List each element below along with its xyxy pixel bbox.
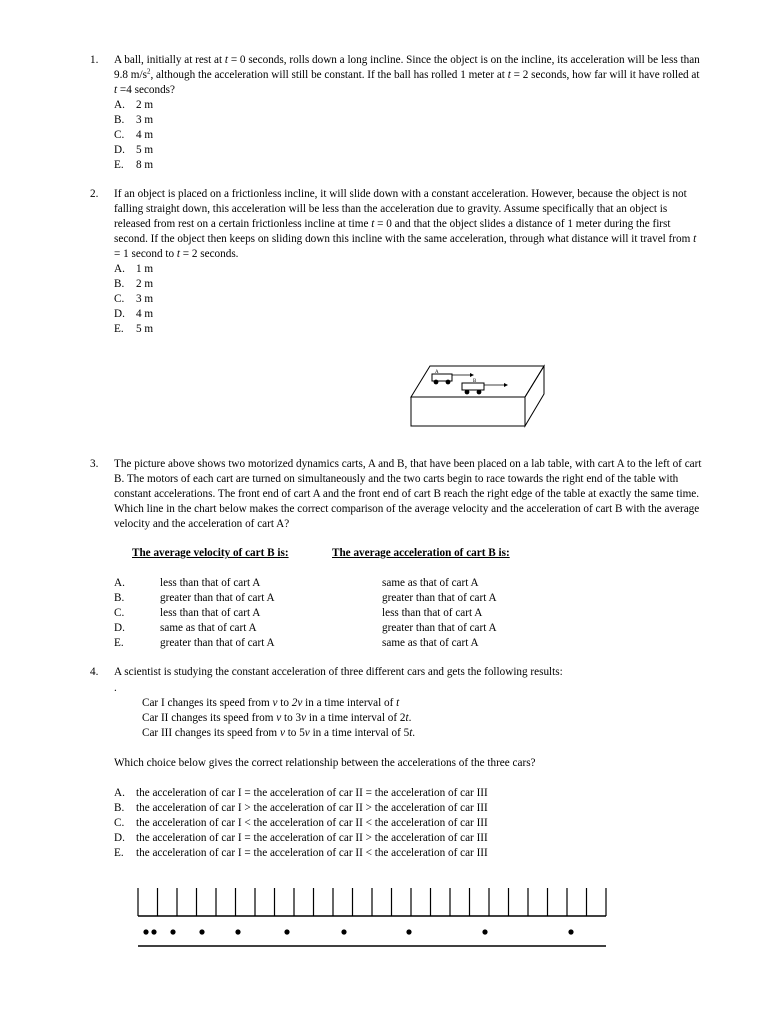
lab-table-carts-figure [408, 364, 548, 428]
cart-a [432, 370, 474, 384]
motion-dot [199, 929, 204, 934]
answer-option[interactable]: A. 1 m [114, 263, 154, 275]
comparison-row[interactable]: D. same as that of cart A greater than that of cart A [114, 622, 497, 634]
comparison-row[interactable]: B. greater than that of cart A greater than that of cart A [114, 592, 497, 604]
comparison-row[interactable]: C. less than that of cart A less than that of cart A [114, 607, 483, 619]
answer-option[interactable]: A. the acceleration of car I = the acceleration of car II = the acceleration of car III [114, 787, 488, 799]
table-front [411, 397, 525, 426]
question-text: The picture above shows two motorized dynamics carts, A and B, that have been placed on a lab table, with cart A to the left of cart B. The motors of each cart are turned on simultaneously and the two carts begin to race towards the right end of the table with constant accelerations. The front end of cart A and the front end of cart B reach the right edge of the table at exactly the same time. Which line in the chart below makes the correct comparison of the average velocity and the acceleration of cart B with the average velocity and the acceleration of cart A? [114, 458, 702, 530]
question-number: 4. [90, 666, 99, 678]
answer-option[interactable]: C. 4 m [114, 129, 154, 141]
answer-option[interactable]: E. 8 m [114, 159, 154, 171]
answer-option[interactable]: E. the acceleration of car I = the acceleration of car II < the acceleration of car III [114, 847, 488, 859]
stray-dot: . [114, 682, 117, 694]
question-number: 1. [90, 54, 99, 66]
car-result-line: Car III changes its speed from v to 5v in a time interval of 5t. [142, 727, 416, 739]
motion-dot [151, 929, 156, 934]
answer-option[interactable]: C. the acceleration of car I < the acceleration of car II < the acceleration of car III [114, 817, 488, 829]
motion-dot [568, 929, 573, 934]
answer-option[interactable]: B. 3 m [114, 114, 154, 126]
question-text: A ball, initially at rest at t = 0 seconds, rolls down a long incline. Since the object is on the incline, its acceleration will be less than 9.8 $m/s^2$, although the acceleration will still be constant. If the ball has rolled 1 meter at t = 2 seconds, how far will it have rolled at t =4 seconds? [114, 54, 700, 96]
motion-dot [482, 929, 487, 934]
car-result-line: Car II changes its speed from v to 3v in a time interval of 2t. [142, 712, 412, 724]
answer-options [114, 262, 153, 337]
answer-options [114, 98, 153, 173]
motion-dot [406, 929, 411, 934]
column-header-acceleration: The average acceleration of cart B is: [332, 547, 510, 559]
motion-dot [284, 929, 289, 934]
column-header-velocity: The average velocity of cart B is: [132, 547, 289, 559]
answer-option[interactable]: C. 3 m [114, 293, 154, 305]
question-prompt: Which choice below gives the correct relationship between the accelerations of the three cars? [114, 757, 536, 769]
answer-option[interactable]: D. 5 m [114, 144, 154, 156]
answer-option[interactable]: E. 5 m [114, 323, 154, 335]
answer-options [114, 786, 488, 861]
motion-dot [235, 929, 240, 934]
answer-option[interactable]: B. 2 m [114, 278, 154, 290]
question-number: 2. [90, 188, 99, 200]
comparison-row[interactable]: A. less than that of cart A same as that of cart A [114, 577, 479, 589]
answer-option[interactable]: D. 4 m [114, 308, 154, 320]
question-number: 3. [90, 458, 99, 470]
cart-b-label: B [473, 379, 477, 384]
motion-dot [341, 929, 346, 934]
car-result-line: Car I changes its speed from v to 2v in a time interval of t [142, 697, 400, 709]
question-text: If an object is placed on a frictionless incline, it will slide down with a constant acceleration. However, because the object is not falling straight down, this acceleration will be less than the acceleration due to gravity. Assume specifically that an object is released from rest on a certain frictionless incline at time t = 0 and that the object slides a distance of 1 meter during the first second. If the object then keeps on sliding down this incline with the same acceleration, through what distance will it travel from t = 1 second to t = 2 seconds. [114, 188, 697, 260]
question-text: A scientist is studying the constant acceleration of three different cars and gets the following results: [114, 666, 563, 678]
answer-option[interactable]: B. the acceleration of car I > the acceleration of car II > the acceleration of car III [114, 802, 488, 814]
motion-dot [143, 929, 148, 934]
answer-option[interactable]: A. 2 m [114, 99, 154, 111]
comparison-row[interactable]: E. greater than that of cart A same as that of cart A [114, 637, 479, 649]
cart-a-label: A [435, 370, 439, 375]
answer-option[interactable]: D. the acceleration of car I = the acceleration of car II > the acceleration of car III [114, 832, 488, 844]
motion-dot [170, 929, 175, 934]
motion-dot-diagram [130, 884, 614, 954]
cart-b [462, 379, 508, 394]
table-side [525, 366, 544, 426]
